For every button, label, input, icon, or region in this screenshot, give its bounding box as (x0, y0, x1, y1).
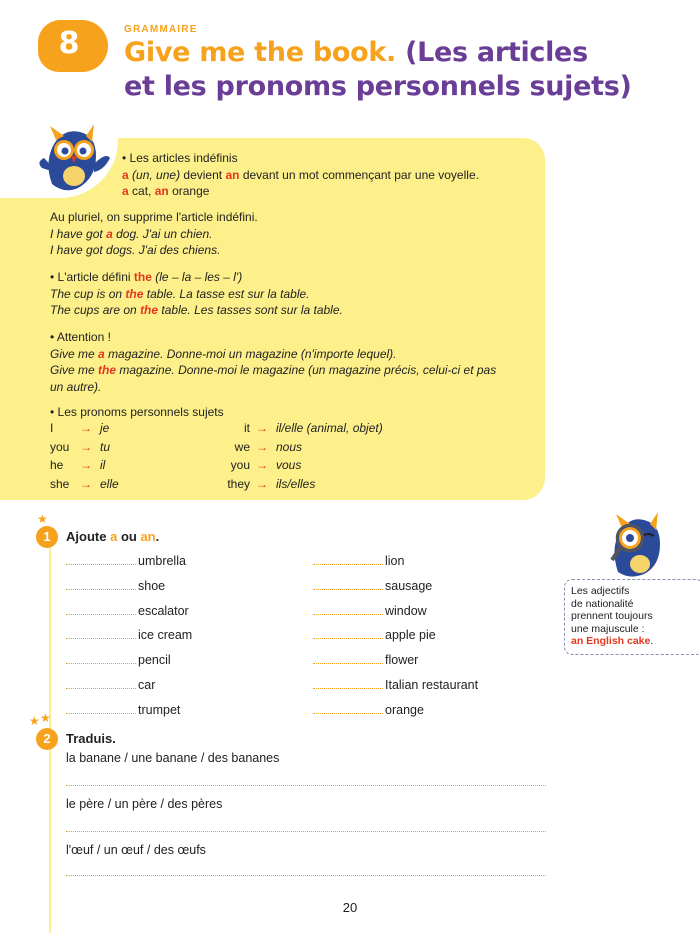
definite-example-1: The cup is on the table. La tasse est sur la table. (50, 286, 310, 301)
pronoun-en: you (230, 458, 250, 472)
pronoun-fr: il (100, 458, 106, 472)
pronoun-fr: elle (100, 477, 119, 491)
pronoun-fr: vous (276, 458, 302, 472)
star-icon: ★ (37, 512, 48, 526)
answer-blank[interactable] (313, 702, 383, 714)
lesson-number-badge (38, 20, 108, 72)
answer-blank[interactable] (313, 578, 383, 590)
pronoun-en: she (50, 477, 70, 491)
pronoun-en: it (244, 421, 250, 435)
definite-example-2: The cups are on the table. Les tasses sont sur la table. (50, 303, 343, 317)
list-item[interactable]: Italian restaurant (313, 676, 478, 694)
answer-blank[interactable] (66, 627, 136, 639)
pronoun-fr: il/elle (animal, objet) (276, 421, 383, 435)
pronoun-en: I (50, 421, 54, 435)
answer-blank[interactable] (66, 652, 136, 664)
translate-prompt: le père / un père / des pères (66, 797, 223, 811)
answer-line[interactable] (66, 784, 546, 786)
pronoun-fr: ils/elles (276, 477, 316, 491)
title-english: Give me the book. (124, 37, 396, 68)
star-icon: ★ (40, 711, 51, 725)
attention-example-3: un autre). (50, 379, 102, 394)
pronoun-fr: je (100, 421, 110, 435)
exercise-1-number: 1 (36, 526, 58, 548)
pronoun-en: we (234, 440, 250, 454)
exercise-2-title: Traduis. (66, 731, 116, 746)
exercise-2-number: 2 (36, 728, 58, 750)
list-item[interactable]: pencil (66, 651, 192, 669)
indef-line-1: a (un, une) devient an devant un mot commençant par une voyelle. (122, 167, 479, 182)
list-item[interactable]: sausage (313, 577, 478, 595)
page-title (124, 36, 684, 104)
pronoun-en: you (50, 440, 70, 454)
attention-example-2: Give me the magazine. Donne-moi le magazine (un magazine précis, celui-ci et pas (50, 363, 497, 377)
pronouns-heading: • Les pronoms personnels sujets (50, 405, 224, 419)
answer-blank[interactable] (313, 603, 383, 615)
attention-example-1: Give me a magazine. Donne-moi un magazine (n'importe lequel). (50, 346, 397, 361)
plural-example-2: I have got dogs. J'ai des chiens. (50, 243, 221, 257)
pronoun-en: he (50, 458, 64, 472)
answer-line[interactable] (66, 830, 546, 832)
answer-blank[interactable] (66, 677, 136, 689)
answer-blank[interactable] (66, 578, 136, 590)
translate-prompt: la banane / une banane / des bananes (66, 751, 280, 765)
pronoun-en: they (227, 477, 250, 491)
translate-prompt: l'œuf / un œuf / des œufs (66, 843, 206, 857)
attention-heading: • Attention ! (50, 330, 111, 344)
title-french-2: et les pronoms personnels sujets) (124, 71, 632, 102)
list-item[interactable]: lion (313, 552, 478, 570)
page-number: 20 (342, 900, 358, 915)
owl-magnifier-icon (604, 508, 670, 580)
exercise-1-left-column (66, 552, 192, 719)
list-item[interactable]: car (66, 676, 192, 694)
indef-line-2: a cat, an orange (122, 184, 210, 198)
list-item[interactable]: orange (313, 701, 478, 719)
list-item[interactable]: umbrella (66, 552, 192, 570)
list-item[interactable]: escalator (66, 602, 192, 620)
note-example: an English cake (571, 635, 651, 647)
answer-blank[interactable] (66, 553, 136, 565)
definite-heading: • L'article défini the (le – la – les – l') (50, 270, 243, 284)
list-item[interactable]: flower (313, 651, 478, 669)
list-item[interactable]: trumpet (66, 701, 192, 719)
star-icon: ★ (29, 714, 40, 728)
owl-mascot-icon (34, 122, 114, 194)
list-item[interactable]: window (313, 602, 478, 620)
title-french-1: (Les articles (405, 37, 588, 68)
answer-blank[interactable] (66, 603, 136, 615)
answer-blank[interactable] (313, 677, 383, 689)
answer-blank[interactable] (313, 627, 383, 639)
answer-blank[interactable] (313, 553, 383, 565)
pronoun-fr: tu (100, 440, 111, 454)
nationality-note: Les adjectifs de nationalité prennent toujours une majuscule : an English cake. (564, 579, 700, 655)
exercise-1-right-column (313, 552, 478, 719)
section-kicker: GRAMMAIRE (124, 24, 198, 35)
list-item[interactable]: apple pie (313, 626, 478, 644)
lesson-number: 8 (58, 26, 80, 61)
pronoun-fr: nous (276, 440, 303, 454)
answer-line[interactable] (66, 874, 546, 876)
plural-heading: Au pluriel, on supprime l'article indéfini. (50, 210, 258, 224)
answer-blank[interactable] (66, 702, 136, 714)
list-item[interactable]: ice cream (66, 626, 192, 644)
exercise-1-title: Ajoute a ou an. (66, 529, 160, 544)
list-item[interactable]: shoe (66, 577, 192, 595)
indef-heading: • Les articles indéfinis (122, 151, 238, 165)
plural-example-1: I have got a dog. J'ai un chien. (50, 226, 213, 241)
answer-blank[interactable] (313, 652, 383, 664)
